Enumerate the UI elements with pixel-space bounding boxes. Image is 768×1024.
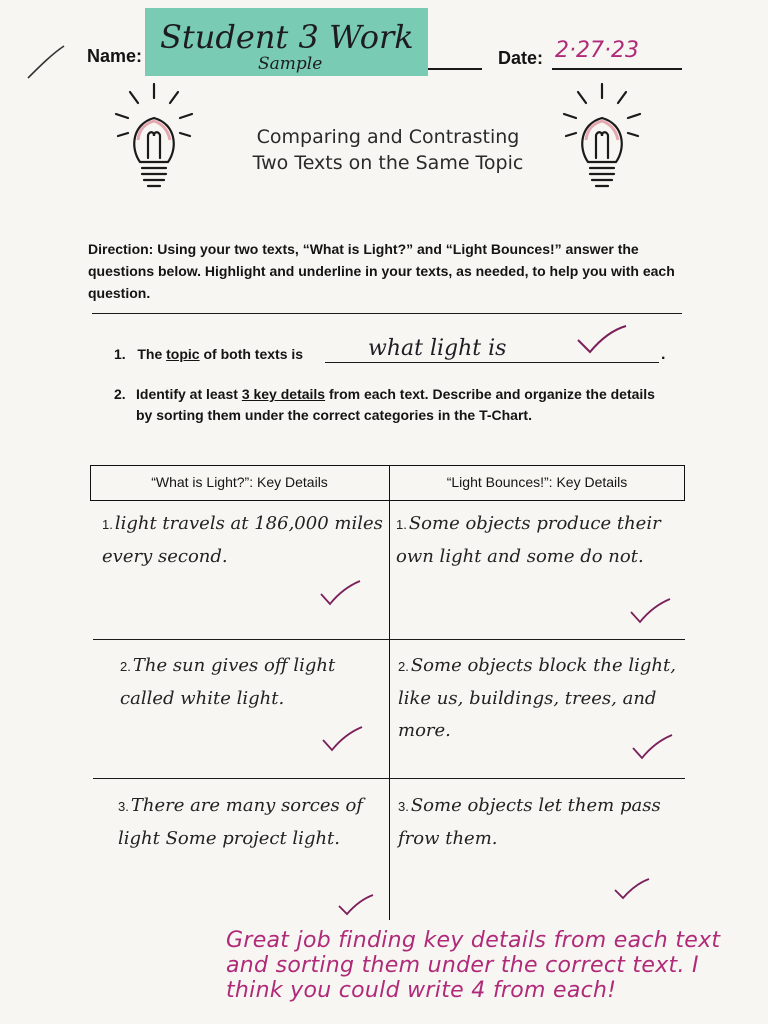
- title-line-1: Comparing and Contrasting: [256, 126, 520, 148]
- student-name: Student 3 Work: [160, 18, 414, 56]
- left-text-3: There are many sorces of light Some project light.: [118, 795, 363, 849]
- worksheet-title: [230, 124, 546, 176]
- name-label: Name:: [87, 46, 143, 66]
- left-num-3: 3.: [118, 799, 129, 814]
- checkmark-icon: [612, 876, 652, 902]
- student-name-sub: Sample: [258, 54, 323, 74]
- right-num-3: 3.: [398, 799, 409, 814]
- left-text-1: light travels at 186,000 miles every second.: [102, 513, 383, 567]
- title-line-2: Two Texts on the Same Topic: [252, 152, 524, 174]
- right-num-2: 2.: [398, 659, 409, 674]
- checkmark-icon: [336, 892, 376, 918]
- date-underline: [552, 68, 682, 70]
- tchart-left-cell-2: [120, 650, 385, 715]
- q2-keyword: 3 key details: [241, 386, 326, 402]
- right-text-1: Some objects produce their own light and some do not.: [396, 513, 661, 567]
- q1-number: 1.: [114, 346, 126, 362]
- question-1: [114, 344, 303, 365]
- margin-mark: [18, 42, 68, 82]
- checkmark-icon: [318, 578, 364, 608]
- direction-text: Direction: Using your two texts, “What is Light?” and “Light Bounces!” answer the questions below. Highlight and underline in your texts, as needed, to help you with each question.: [88, 241, 675, 301]
- left-num-2: 2.: [120, 659, 131, 674]
- tchart-right-cell-3: [398, 790, 690, 855]
- q1-suffix: of both texts is: [199, 346, 304, 362]
- right-num-1: 1.: [396, 517, 407, 532]
- tchart-left-header: “What is Light?”: Key Details: [151, 474, 328, 490]
- q2-prefix: Identify at least: [136, 386, 242, 402]
- q1-end: .: [661, 346, 666, 363]
- tchart-right-cell-1: [396, 508, 681, 573]
- tchart-right-header: “Light Bounces!”: Key Details: [446, 474, 628, 490]
- question-2: [114, 384, 674, 426]
- tchart-row-divider-2: [93, 778, 685, 779]
- lightbulb-icon-right: [556, 78, 666, 193]
- lightbulb-icon: [108, 78, 218, 193]
- checkmark-icon: [628, 596, 674, 626]
- checkmark-icon: [320, 724, 366, 754]
- q1-answer: what light is: [368, 336, 507, 361]
- q1-answer-line: [325, 362, 659, 363]
- name-underline: [428, 68, 482, 70]
- direction-divider: [92, 313, 682, 314]
- tchart-left-cell-3: [118, 790, 386, 855]
- q2-number: 2.: [114, 386, 126, 402]
- checkmark-icon: [630, 732, 676, 762]
- tchart-divider: [389, 465, 390, 920]
- right-text-2: Some objects block the light, like us, buildings, trees, and more.: [398, 655, 676, 741]
- tchart-row-divider-1: [93, 639, 685, 640]
- date-value: 2·27·23: [555, 38, 639, 63]
- right-text-3: Some objects let them pass frow them.: [398, 795, 661, 849]
- left-text-2: The sun gives off light called white light.: [120, 655, 336, 709]
- q2-suffix: from each text. Describe and organize the details by sorting them under the correct categories in the T-Chart.: [136, 386, 655, 423]
- q1-keyword: topic: [166, 346, 200, 362]
- tchart-left-cell-1: [102, 508, 387, 573]
- teacher-feedback: Great job finding key details from each text and sorting them under the correct text. I think you could write 4 from each!: [226, 928, 721, 1003]
- date-label: Date:: [498, 48, 544, 68]
- q1-prefix: The: [137, 346, 167, 362]
- checkmark-icon: [574, 322, 630, 358]
- left-num-1: 1.: [102, 517, 113, 532]
